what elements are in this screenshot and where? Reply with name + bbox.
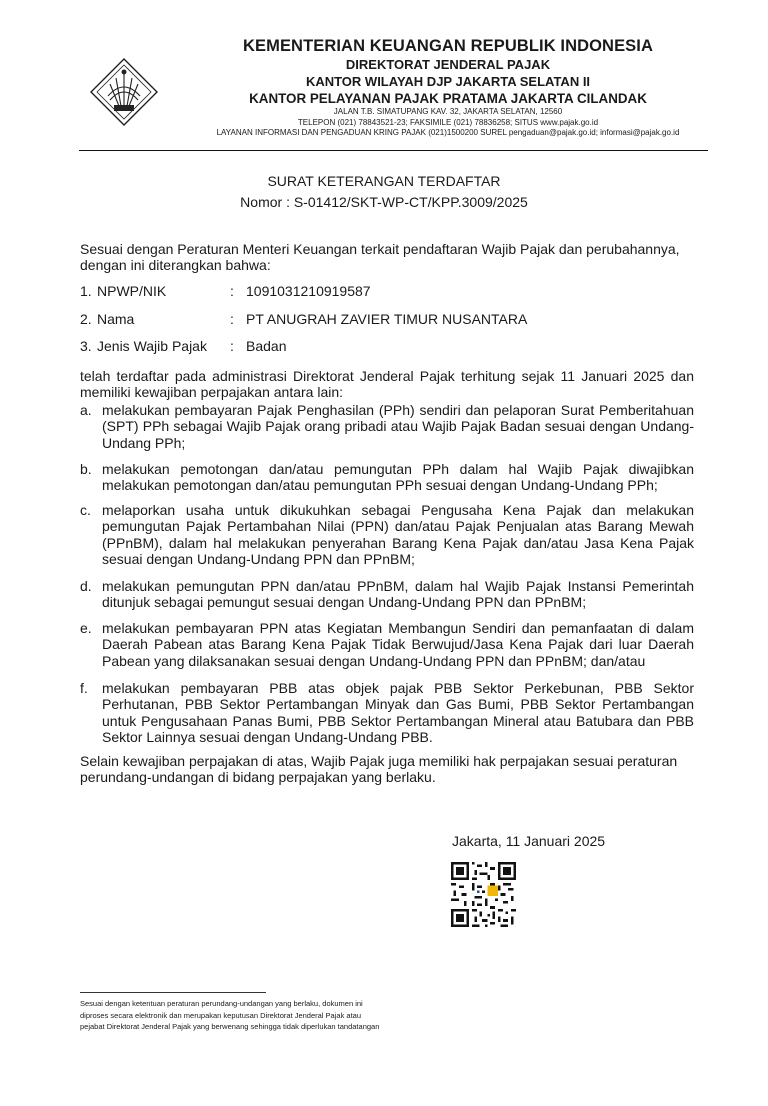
obligation-item: [80, 461, 694, 494]
regional-office-name: KANTOR WILAYAH DJP JAKARTA SELATAN II: [305, 74, 591, 89]
item-text: melakukan pembayaran Pajak Penghasilan (PPh) sendiri dan pelaporan Surat Pemberitahuan (SPT) PPh sebagai Wajib Pajak orang pribadi atau Wajib Pajak Badan sesuai dengan Undang-Undang PPh;: [102, 402, 694, 451]
field-npwp: [80, 283, 694, 311]
field-number: 2.: [80, 310, 92, 327]
item-letter: b.: [80, 461, 92, 477]
obligation-item: [80, 578, 694, 611]
field-nama: [80, 311, 694, 339]
document-number: Nomor : S-01412/SKT-WP-CT/KPP.3009/2025: [240, 194, 528, 210]
letterhead-divider: [79, 150, 708, 151]
obligation-item: [80, 402, 694, 451]
item-letter: c.: [80, 502, 91, 518]
tax-office-name: KANTOR PELAYANAN PAJAK PRATAMA JAKARTA CILANDAK: [249, 91, 647, 106]
obligation-item: [80, 680, 694, 746]
obligation-item: [80, 502, 694, 568]
field-colon: :: [230, 338, 234, 354]
directorate-name: DIREKTORAT JENDERAL PAJAK: [345, 57, 551, 72]
field-number: 3.: [80, 338, 92, 354]
registered-paragraph: telah terdaftar pada administrasi Direktorat Jenderal Pajak terhitung sejak 11 Januari 2025 dan memiliki kewajiban perpajakan antara lain:: [80, 368, 694, 401]
item-letter: d.: [80, 578, 92, 594]
field-label: Jenis Wajib Pajak: [97, 338, 207, 354]
field-value: Badan: [246, 338, 287, 354]
letterhead: [150, 36, 746, 139]
field-colon: :: [230, 283, 234, 299]
field-colon: :: [230, 310, 234, 327]
document-title: SURAT KETERANGAN TERDAFTAR: [267, 173, 501, 189]
footnote-line: pejabat Direktorat Jenderal Pajak yang berwenang sehingga tidak diperlukan tandatangan: [80, 1022, 380, 1031]
field-label: NPWP/NIK: [97, 283, 167, 299]
item-letter: e.: [80, 620, 92, 636]
item-text: melaporkan usaha untuk dikukuhkan sebagai Pengusaha Kena Pajak dan melakukan pemungutan Pajak Pertambahan Nilai (PPN) dan/atau Pajak Penjualan atas Barang Mewah (PPnBM), dalam hal melakukan penyerahan Barang Kena Pajak dan/atau Jasa Kena Pajak sesuai dengan Undang-Undang PPN dan PPnBM;: [102, 502, 694, 568]
field-number: 1.: [80, 283, 92, 299]
obligation-item: [80, 620, 694, 669]
field-label: Nama: [97, 310, 135, 327]
field-jenis-wajib-pajak: [80, 338, 694, 366]
ministry-name: KEMENTERIAN KEUANGAN REPUBLIK INDONESIA: [242, 37, 653, 55]
item-text: melakukan pembayaran PBB atas objek pajak PBB Sektor Perkebunan, PBB Sektor Perhutanan, PBB Sektor Pertambangan Minyak dan Gas Bumi, PBB Sektor Pertambangan untuk Pengusahaan Panas Bumi, PBB Sektor Pertambangan Mineral atau Batubara dan PBB Sektor Lainnya sesuai dengan Undang-Undang PBB.: [102, 680, 694, 746]
taxpayer-fields: [80, 283, 694, 366]
item-letter: a.: [80, 402, 92, 418]
item-text: melakukan pemungutan PPN dan/atau PPnBM, dalam hal Wajib Pajak Instansi Pemerintah ditunjuk sebagai pemungut sesuai dengan Undang-Undang PPN dan PPnBM;: [102, 578, 694, 611]
qr-code-icon: [451, 862, 516, 927]
place-date: Jakarta, 11 Januari 2025: [452, 833, 606, 849]
intro-paragraph: Sesuai dengan Peraturan Menteri Keuangan terkait pendaftaran Wajib Pajak dan perubahannya, dengan ini diterangkan bahwa:: [80, 241, 680, 274]
item-letter: f.: [80, 680, 88, 696]
office-address: JALAN T.B. SIMATUPANG KAV. 32, JAKARTA SELATAN, 12560: [333, 107, 563, 116]
office-phone: TELEPON (021) 78843521-23; FAKSIMILE (021) 78836258; SITUS www.pajak.go.id: [297, 117, 599, 127]
field-value: PT ANUGRAH ZAVIER TIMUR NUSANTARA: [246, 310, 528, 327]
item-text: melakukan pemotongan dan/atau pemungutan PPh dalam hal Wajib Pajak diwajibkan melakukan pemotongan dan/atau pemungutan PPh sesuai dengan Undang-Undang PPh;: [102, 461, 694, 494]
office-service-contact: LAYANAN INFORMASI DAN PENGADUAN KRING PAJAK (021)1500200 SUREL pengaduan@pajak.go.id; informasi@pajak.go.id: [216, 128, 680, 137]
field-value: 1091031210919587: [246, 283, 371, 299]
footnote: [80, 998, 410, 1033]
footnote-divider: [80, 992, 266, 993]
footnote-line: Sesuai dengan ketentuan peraturan perundang-undangan yang berlaku, dokumen ini: [80, 999, 363, 1008]
item-text: melakukan pembayaran PPN atas Kegiatan Membangun Sendiri dan pemanfaatan di dalam Daerah Pabean atas Barang Kena Pajak Tidak Berwujud/Jasa Kena Pajak dari luar Daerah Pabean yang dilaksanakan sesuai dengan Undang-Undang PPN dan PPnBM; dan/atau: [102, 620, 694, 669]
footnote-line: diproses secara elektronik dan merupakan keputusan Direktorat Jenderal Pajak atau: [80, 1010, 361, 1020]
closing-paragraph: Selain kewajiban perpajakan di atas, Wajib Pajak juga memiliki hak perpajakan sesuai peraturan perundang-undangan di bidang perpajakan yang berlaku.: [80, 753, 678, 786]
